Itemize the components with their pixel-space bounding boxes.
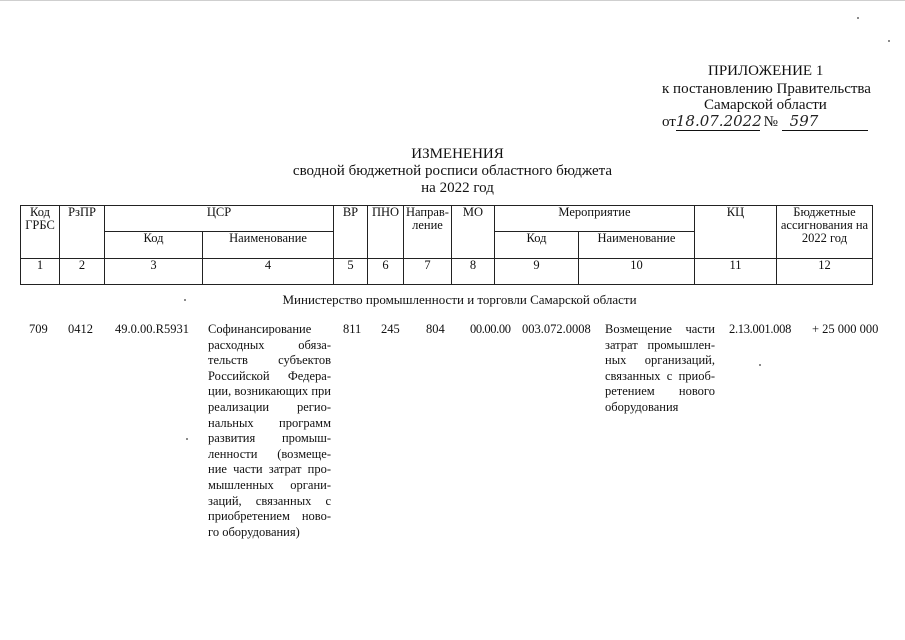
cell-napravlenie: 804 — [426, 322, 445, 336]
ministry-heading: Министерство промышленности и торговли Самарской области — [282, 292, 637, 307]
doc-title: ИЗМЕНЕНИЯ — [411, 146, 504, 162]
header-budget: Бюджетные ассигнования на 2022 год — [776, 206, 872, 259]
cell-csr-kod: 49.0.00.R5931 — [115, 322, 189, 336]
from-prefix: от — [662, 114, 676, 130]
cell-meropr-name: Возмещение части затрат промышлен-ных организаций, связанных с приоб-ретением нового оборудования — [605, 322, 715, 414]
cell-kc: 2.13.001.008 — [729, 322, 792, 336]
header-meropriyatie: Мероприятие — [494, 206, 694, 232]
header-csr: ЦСР — [105, 206, 334, 232]
cell-rzpr: 0412 — [68, 322, 93, 336]
scan-top-edge — [0, 0, 905, 1]
handwritten-date: 18.07.2022 — [675, 112, 762, 130]
scan-speck — [888, 40, 890, 42]
handwritten-number: 597 — [782, 113, 868, 131]
cell-mo: 00.00.00 — [470, 322, 511, 336]
column-number: 2 — [60, 259, 105, 285]
column-number: 6 — [368, 259, 404, 285]
header-pno: ПНО — [368, 206, 404, 259]
column-number: 9 — [494, 259, 578, 285]
cell-csr-name: Софинансирование расходных обяза-тельств субъектов Российской Федера-ции, возникающих при реализации регио-нальных программ развития промыш-ленности (возмеще-ние части затрат про-мышленных органи-заций, связанных с приобретением ново-го оборудования) — [208, 322, 331, 539]
appendix-title: ПРИЛОЖЕНИЕ 1 — [708, 63, 824, 79]
header-vr: ВР — [334, 206, 368, 259]
doc-subtitle: сводной бюджетной росписи областного бюджета — [292, 163, 613, 179]
column-number: 3 — [105, 259, 203, 285]
appendix-line-resolution: к постановлению Правительства — [662, 81, 871, 97]
header-csr-kod: Код — [105, 232, 203, 259]
number-prefix: № — [763, 114, 778, 130]
cell-grbs: 709 — [29, 322, 48, 336]
header-rzpr: РзПР — [60, 206, 105, 259]
column-number: 7 — [404, 259, 452, 285]
scan-speck — [857, 17, 859, 19]
column-number: 4 — [203, 259, 334, 285]
cell-vr: 811 — [343, 322, 362, 336]
header-kod-grbs: Код ГРБС — [21, 206, 60, 259]
header-meropr-kod: Код — [494, 232, 578, 259]
column-number: 1 — [21, 259, 60, 285]
cell-amount: + 25 000 000 — [812, 322, 879, 336]
doc-year: на 2022 год — [421, 180, 494, 196]
header-csr-name: Наименование — [203, 232, 334, 259]
header-meropr-name: Наименование — [578, 232, 694, 259]
cell-pno: 245 — [381, 322, 400, 336]
column-number: 12 — [776, 259, 872, 285]
appendix-line-region: Самарской области — [704, 97, 827, 113]
cell-meropr-kod: 003.072.0008 — [522, 322, 591, 336]
header-mo: МО — [451, 206, 494, 259]
scan-speck — [759, 364, 761, 366]
header-kc: КЦ — [694, 206, 776, 259]
scan-speck — [186, 438, 188, 440]
header-napravlenie: Направ-ление — [404, 206, 452, 259]
column-number: 11 — [694, 259, 776, 285]
column-number: 10 — [578, 259, 694, 285]
column-number: 8 — [451, 259, 494, 285]
column-number: 5 — [334, 259, 368, 285]
appendix-date-line — [662, 113, 868, 131]
budget-table-header — [20, 205, 873, 285]
